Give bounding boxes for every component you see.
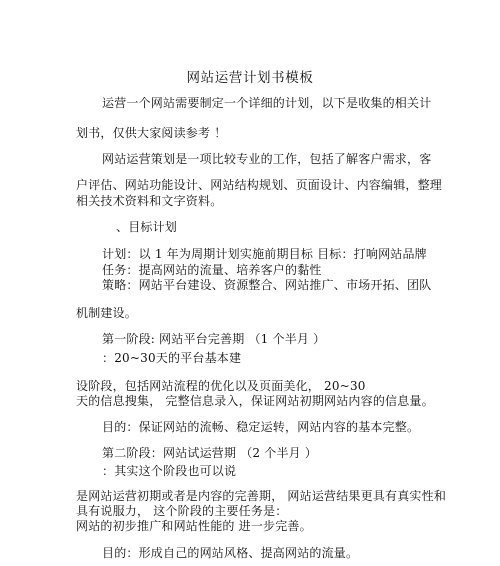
body-line: 网站运营策划是一项比较专业的工作，包括了解客户需求，客 [102, 152, 432, 166]
body-line: 运营一个网站需要制定一个详细的计划，以下是收集的相关计 [102, 96, 432, 110]
body-line: 具有说服力， 这个阶段的主要任务是： [76, 504, 288, 518]
body-line: 是网站运营初期或者是内容的完善期， 网站运营结果更具有真实性和 [76, 489, 447, 503]
body-line: ：20~30天的平台基本建 [102, 351, 242, 365]
body-line: 相关技术资料和文字资料。 [76, 194, 223, 208]
body-line: 目的：保证网站的流畅、稳定运转，网站内容的基本完整。 [102, 420, 420, 434]
body-line: 计划：以 1 年为周期计划实施前期目标 目标：打响网站品牌 [102, 247, 427, 261]
body-line: 天的信息搜集， 完整信息录入，保证网站初期网站内容的信息量。 [76, 394, 434, 408]
body-line: 目的：形成自己的网站风格、提高网站的流量。 [102, 546, 359, 560]
phase-heading: 第一阶段: 网站平台完善期 （1 个半月 ） [102, 332, 326, 346]
body-line: 设阶段，包括网站流程的优化以及页面美化， 20~30 [76, 379, 366, 393]
document-title: 网站运营计划书模板 [186, 70, 314, 86]
phase-heading: 第二阶段：网站试运营期 （2 个半月 ） [102, 446, 318, 460]
body-line: 户评估、网站功能设计、网站结构规划、页面设计、内容编辑，整理 [76, 178, 443, 192]
section-heading: 、目标计划 [116, 220, 178, 234]
body-line: 策略：网站平台建设、资源整合、网站推广、市场开拓、团队 [102, 278, 432, 292]
body-line: 机制建设。 [76, 306, 138, 320]
body-line: 任务：提高网站的流量、培养客户的黏性 [102, 263, 322, 277]
body-line: ：其实这个阶段也可以说 [102, 464, 237, 478]
body-line: 网站的初步推广和网站性能的 进一步完善。 [76, 519, 312, 533]
body-line: 划书，仅供大家阅读参考 ！ [76, 126, 227, 140]
